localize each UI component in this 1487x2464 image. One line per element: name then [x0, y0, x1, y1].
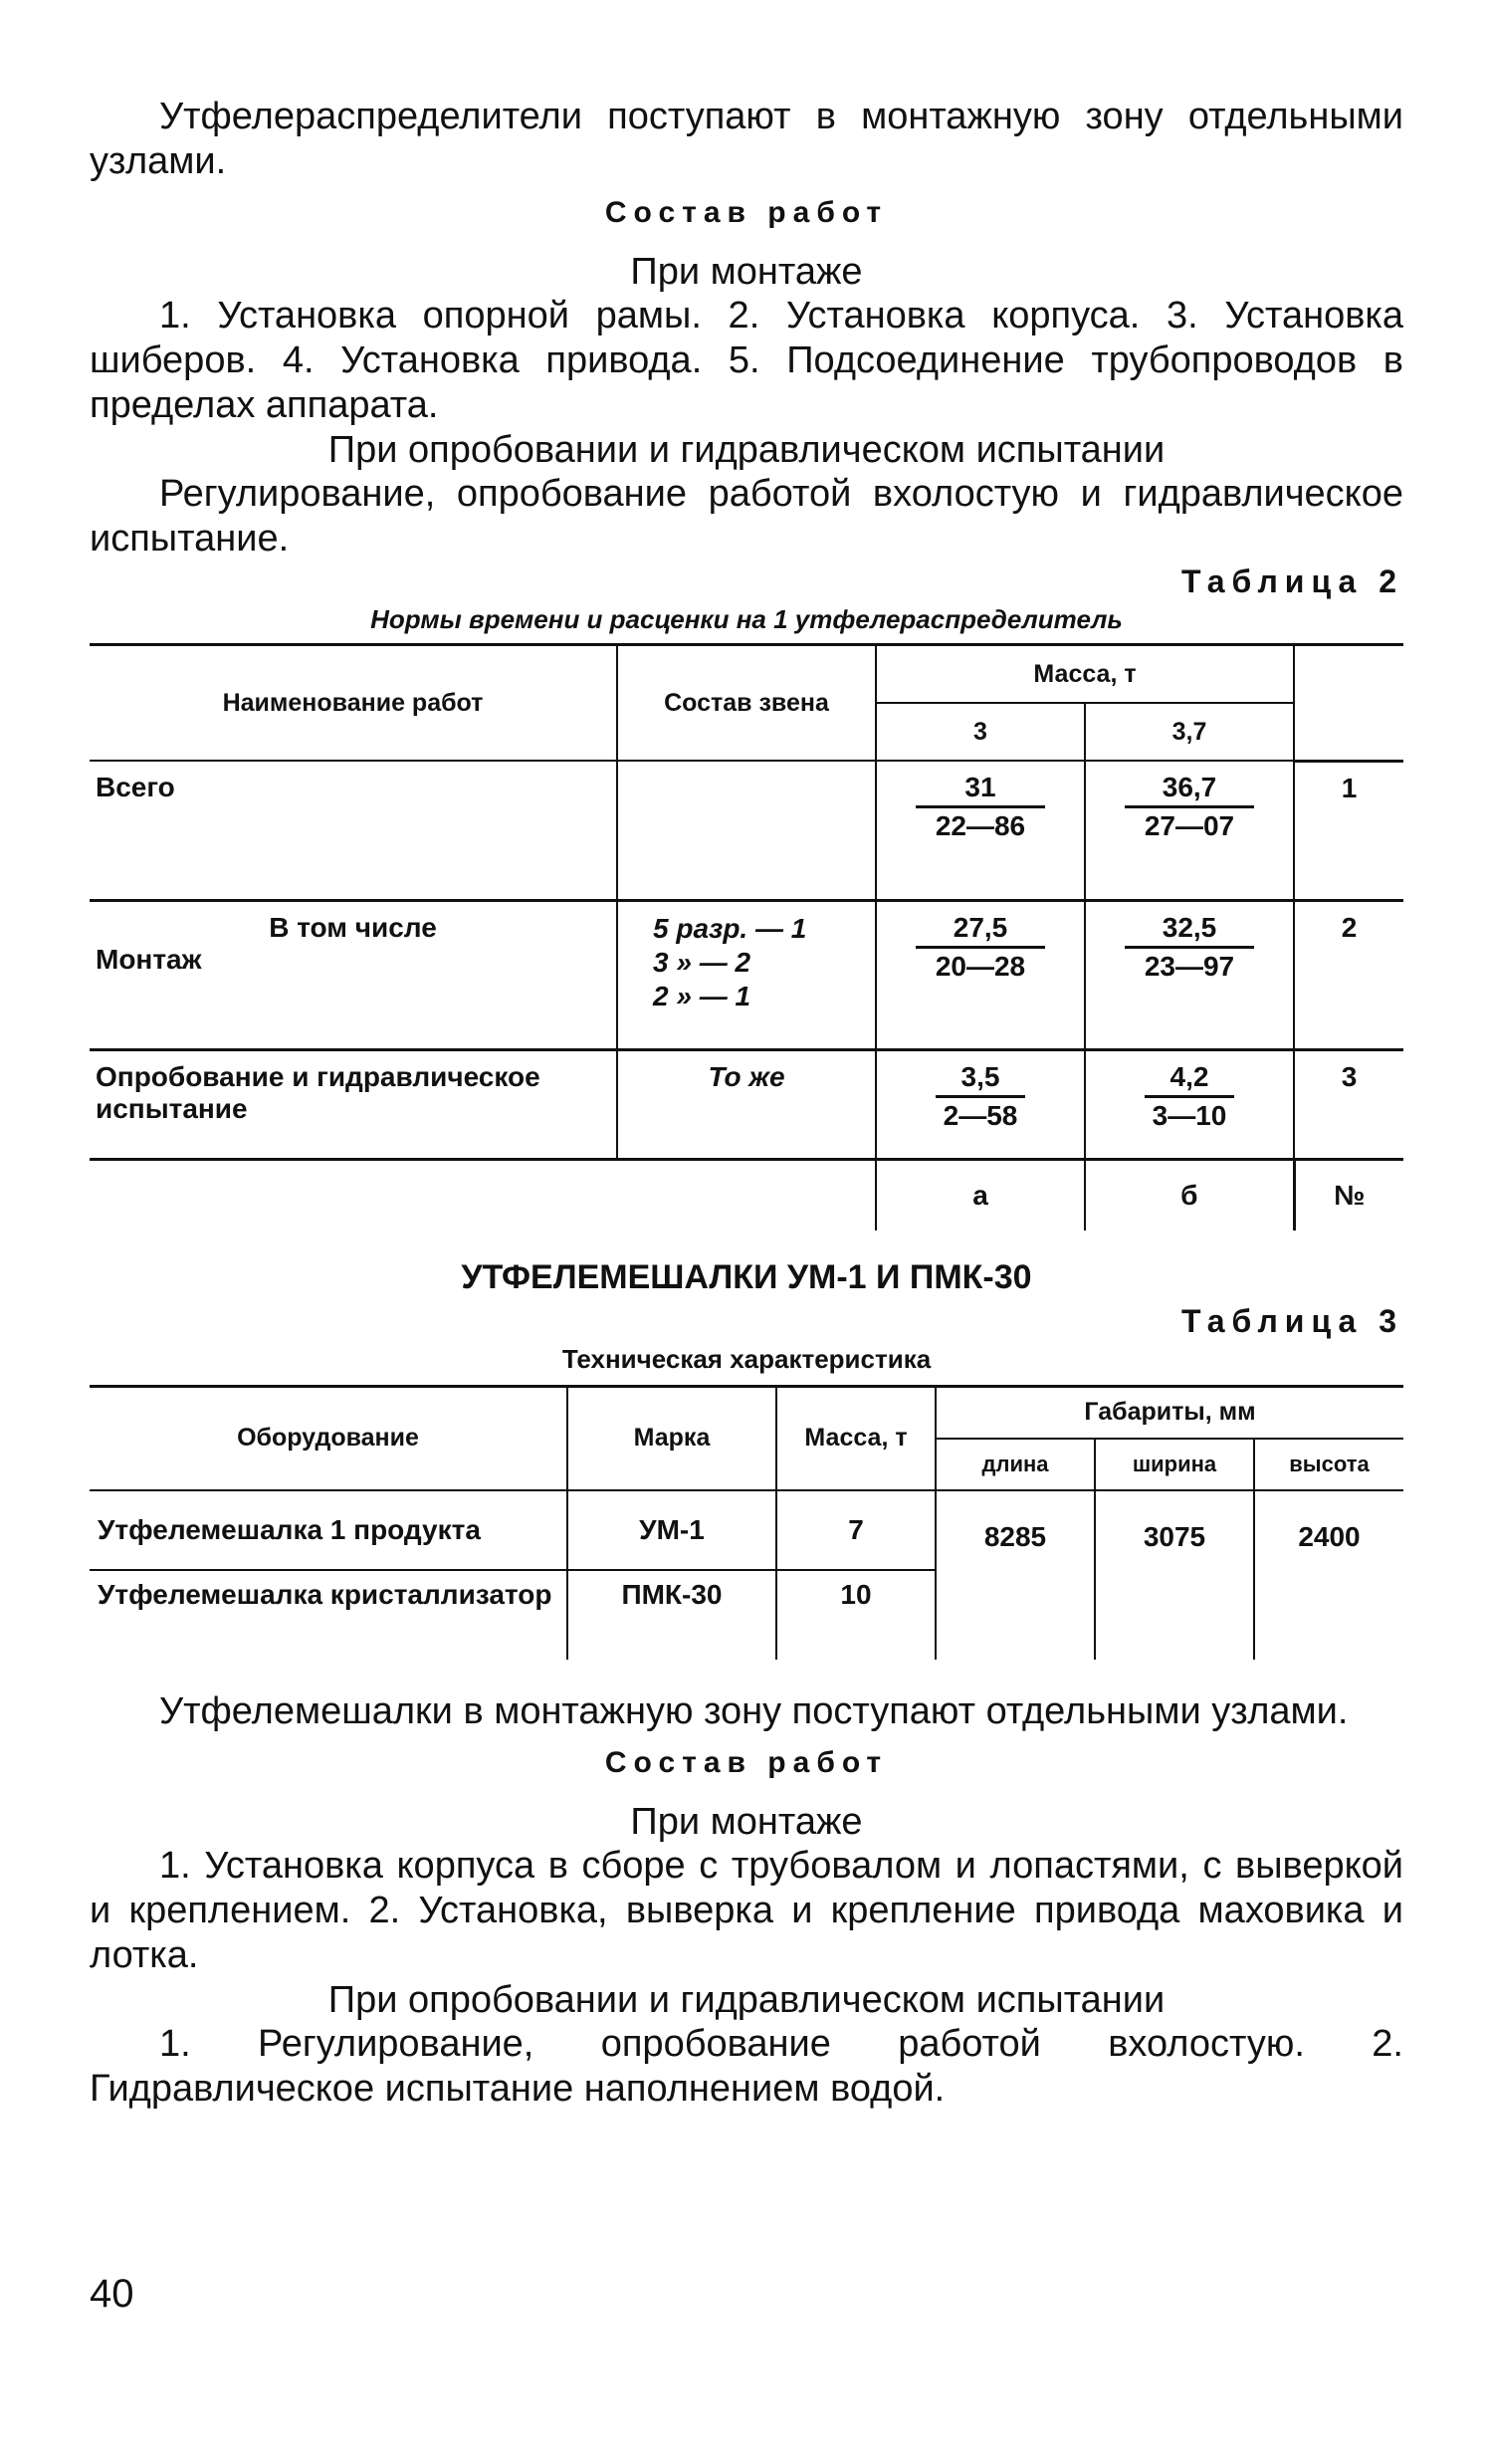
table2 — [90, 643, 1403, 1231]
section1-text2: Регулирование, опробование работой вхолостую и гидравлическое иcпытание. — [90, 473, 1403, 560]
t2-row3-a — [876, 1049, 1085, 1159]
t3-row2-mass: 10 — [776, 1570, 936, 1660]
table3 — [90, 1385, 1403, 1660]
table2-caption: Нормы времени и расценки на 1 утфелераспределитель — [370, 604, 1123, 634]
t2-row2-a — [876, 900, 1085, 1049]
t2-footer-n: № — [1294, 1159, 1403, 1231]
t2-row2-name: Монтаж — [96, 943, 202, 975]
t2-row2-a-den: 20—28 — [935, 950, 1026, 982]
t3-header-dims: Габариты, мм — [936, 1386, 1403, 1439]
section2-heading: УТФЕЛЕМЕШАЛКИ УМ-1 И ПМК-30 — [461, 1257, 1032, 1296]
section1-title: Состав работ — [604, 196, 889, 229]
table-row — [90, 761, 1403, 900]
t2-row2-b-num: 32,5 — [1125, 912, 1254, 949]
t3-row2-brand: ПМК-30 — [567, 1570, 776, 1660]
t2-row2-a-num: 27,5 — [916, 912, 1045, 949]
table-row — [90, 1049, 1403, 1159]
t3-row1-equip: Утфелемешалка 1 продукта — [90, 1490, 567, 1570]
t3-row1-brand: УМ-1 — [567, 1490, 776, 1570]
section3-text2: 1. Регулирование, опробование работой вхолостую. 2. Гидравлическое испытание наполнением водой. — [90, 2022, 1403, 2110]
table3-caption: Техническая характеристика — [561, 1343, 932, 1374]
t2-row2-name-top: В том числе — [269, 911, 437, 943]
t3-header-hei: высота — [1254, 1439, 1403, 1490]
t3-header-equip: Оборудование — [90, 1386, 567, 1490]
table2-label: Таблица 2 — [1180, 563, 1403, 599]
t2-row1-b-num: 36,7 — [1125, 772, 1254, 808]
section3-sub2: При опробовании и гидравлическом испытании — [327, 1978, 1166, 2021]
t2-row3-b — [1085, 1049, 1294, 1159]
t3-wid: 3075 — [1095, 1490, 1254, 1660]
t2-header-m2: 3,7 — [1085, 703, 1294, 761]
t2-row2-b-den: 23—97 — [1144, 950, 1235, 982]
t3-header-len: длина — [936, 1439, 1095, 1490]
section3-text1: 1. Установка корпуса в сборе с трубовалом и лопастями, с выверкой и креплением. 2. Установка, выверка и крепление привода маховика и лотка. — [90, 1844, 1403, 1976]
t2-row3-b-num: 4,2 — [1145, 1061, 1234, 1098]
t2-header-name: Наименование работ — [90, 645, 617, 762]
section1-sub2: При опробовании и гидравлическом испытании — [327, 429, 1166, 471]
t2-row1-b-den: 27—07 — [1144, 810, 1235, 841]
page — [90, 95, 1403, 2112]
section1-text1: 1. Установка опорной рамы. 2. Установка корпуса. 3. Установка шиберов. 4. Установка привода. 5. Подсоединение трубопроводов в пределах аппарата. — [90, 295, 1403, 426]
t2-row1-name: Всего — [90, 761, 617, 900]
t3-header-mass: Масса, т — [776, 1386, 936, 1490]
t2-row3-a-den: 2—58 — [943, 1099, 1018, 1131]
t2-row2-crew3: 2 » — 1 — [653, 980, 751, 1011]
t2-row3-crew: То же — [617, 1049, 876, 1159]
t2-row1-n: 1 — [1294, 761, 1403, 900]
t2-row1-a — [876, 761, 1085, 900]
section3-title: Состав работ — [604, 1745, 889, 1779]
t2-footer-b: б — [1085, 1159, 1294, 1231]
table-row — [90, 1490, 1403, 1570]
t2-row2-n: 2 — [1294, 900, 1403, 1049]
t2-row3-a-num: 3,5 — [936, 1061, 1025, 1098]
section3-sub1: При монтаже — [630, 1800, 863, 1843]
t2-header-blank — [1294, 645, 1403, 762]
t2-row1-a-num: 31 — [916, 772, 1045, 808]
t2-row3-name: Опробование и гидравлическое испытание — [90, 1049, 617, 1159]
intro-paragraph: Утфелераспределители поступают в монтажную зону отдельными узлами. — [90, 96, 1403, 182]
t3-header-wid: ширина — [1095, 1439, 1254, 1490]
table3-label: Таблица 3 — [1180, 1302, 1403, 1339]
t2-header-m1: 3 — [876, 703, 1085, 761]
t2-header-mass: Масса, т — [876, 645, 1294, 704]
t3-len: 8285 — [936, 1490, 1095, 1660]
outro-paragraph: Утфелемешалки в монтажную зону поступают отдельными узлами. — [159, 1689, 1349, 1732]
page-number: 40 — [90, 2272, 134, 2316]
t3-hei: 2400 — [1254, 1490, 1403, 1660]
t3-row1-mass: 7 — [776, 1490, 936, 1570]
t2-row3-b-den: 3—10 — [1152, 1099, 1227, 1131]
t2-row2-crew — [617, 900, 876, 1049]
table-row — [90, 900, 1403, 1049]
t2-row2-crew1: 5 разр. — 1 — [653, 912, 807, 944]
t3-header-brand: Марка — [567, 1386, 776, 1490]
t3-row2-equip: Утфелемешалка кристаллизатор — [90, 1570, 567, 1660]
t2-footer-row — [90, 1159, 1403, 1231]
t2-row1-b — [1085, 761, 1294, 900]
t2-row1-crew — [617, 761, 876, 900]
t2-footer-a: а — [876, 1159, 1085, 1231]
section1-sub1: При монтаже — [630, 251, 863, 293]
t2-row1-a-den: 22—86 — [935, 810, 1026, 841]
t2-row3-n: 3 — [1294, 1049, 1403, 1159]
t2-row2-crew2: 3 » — 2 — [653, 946, 751, 978]
t2-row2-b — [1085, 900, 1294, 1049]
t2-row2-name-cell — [90, 900, 617, 1049]
t2-header-crew: Состав звена — [617, 645, 876, 762]
